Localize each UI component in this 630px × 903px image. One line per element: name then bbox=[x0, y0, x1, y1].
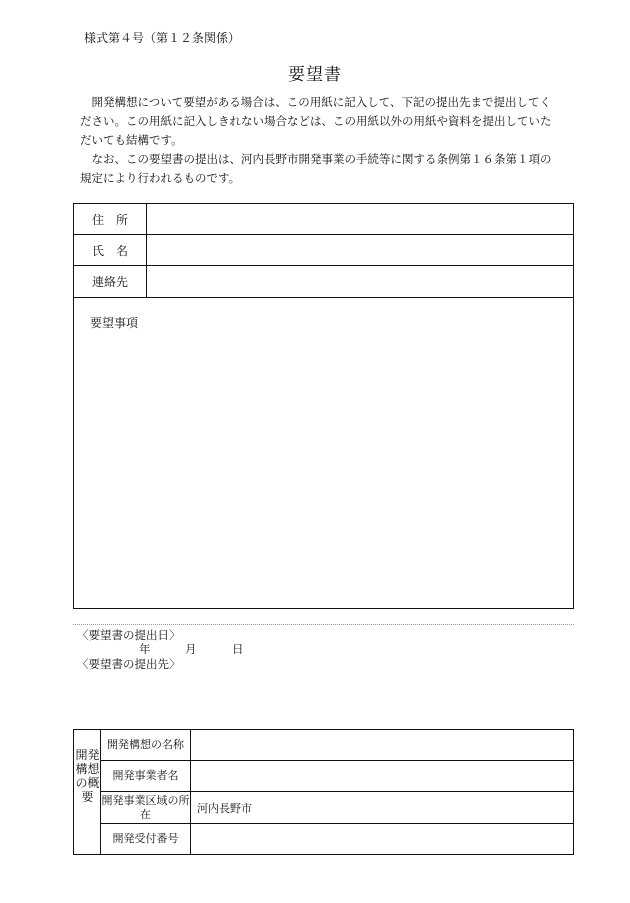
applicant-form-box bbox=[73, 203, 574, 609]
development-summary-table bbox=[73, 729, 574, 855]
summary-row-location bbox=[101, 792, 573, 824]
name-row bbox=[74, 235, 573, 266]
summary-vertical-cell bbox=[74, 730, 101, 854]
page-title: 要望書 bbox=[288, 65, 342, 85]
month-label: 月 bbox=[185, 642, 197, 656]
summary-row-reception-number bbox=[101, 824, 573, 854]
submission-date-label: 〈要望書の提出日〉 bbox=[77, 628, 181, 642]
summary-row-developer bbox=[101, 761, 573, 792]
submission-destination-label: 〈要望書の提出先〉 bbox=[77, 657, 181, 671]
summary-row-project-name bbox=[101, 730, 573, 761]
summary-vertical-label: 開発構想の概要 bbox=[75, 748, 100, 804]
address-row bbox=[74, 204, 573, 235]
address-field[interactable] bbox=[147, 204, 573, 234]
year-label: 年 bbox=[139, 642, 151, 656]
site-location-label: 開発事業区域の所在 bbox=[101, 792, 191, 823]
request-label: 要望事項 bbox=[90, 316, 139, 330]
project-name-label: 開発構想の名称 bbox=[101, 730, 191, 760]
site-location-field[interactable]: 河内長野市 bbox=[197, 801, 252, 815]
contact-row bbox=[74, 266, 573, 298]
day-label: 日 bbox=[232, 642, 244, 656]
address-label: 住 所 bbox=[74, 204, 147, 234]
name-label: 氏 名 bbox=[74, 235, 147, 265]
developer-name-label: 開発事業者名 bbox=[101, 761, 191, 791]
contact-label: 連絡先 bbox=[74, 266, 147, 297]
intro-paragraph-2: なお、この要望書の提出は、河内長野市開発事業の手続等に関する条例第１６条第１項の規定により行われるものです。 bbox=[80, 152, 552, 185]
intro-text bbox=[80, 93, 558, 188]
form-number: 様式第４号（第１２条関係） bbox=[84, 31, 241, 45]
section-divider bbox=[73, 624, 574, 625]
name-field[interactable] bbox=[147, 235, 573, 265]
request-field[interactable] bbox=[90, 336, 557, 596]
contact-field[interactable] bbox=[147, 266, 573, 297]
intro-paragraph-1: 開発構想について要望がある場合は、この用紙に記入して、下記の提出先まで提出してください。この用紙に記入しきれない場合などは、この用紙以外の用紙や資料を提出していただいても結構です。 bbox=[80, 95, 552, 147]
reception-number-label: 開発受付番号 bbox=[101, 824, 191, 854]
